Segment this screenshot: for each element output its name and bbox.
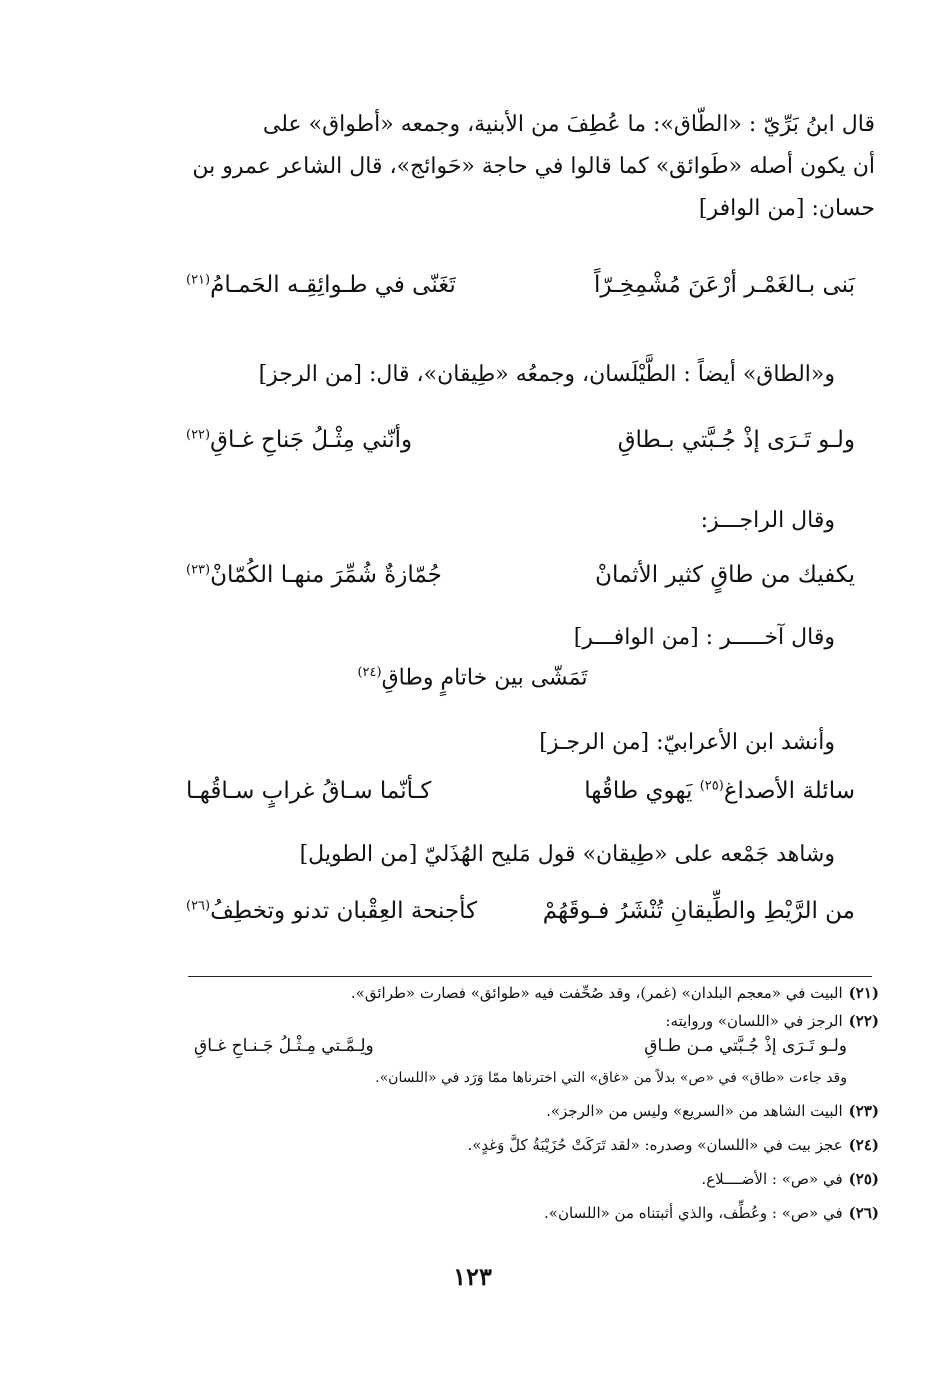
footnote-text: عجز بيت في «اللسان» وصدره: «لقد تَرَكَتْ حُزَيْبَةُ كلَّ وَغدٍ». [467, 1136, 843, 1154]
line-ibn-arabi: وأنشد ابن الأعرابيّ: [من الرجـز] [539, 730, 835, 755]
verse-text: تَمَشّى بين خاتامٍ وطاقِ [381, 665, 588, 691]
footnote-text: في «ص» : الأضــــلاع. [701, 1170, 843, 1188]
footnote-text: البيت الشاهد من «السريع» وليس من «الرجز». [546, 1102, 843, 1120]
footnote-text: في «ص» : وعُطِّف، والذي أثبتناه من «اللسان». [544, 1204, 843, 1222]
verse-text: وأنّني مِثْـلُ جَناحِ غـاقِ [210, 427, 413, 453]
footnote-ref: (٢٣) [186, 562, 211, 578]
verse-text: جُمّازةٌ شُمِّرَ منهـا الكُمّانْ [210, 562, 442, 588]
verse-second-hemistich: كـأنّما سـاقُ غرابٍ سـاقُهـا [186, 778, 432, 804]
footnote-25 [701, 1170, 879, 1188]
footnote-ref: (٢٤) [357, 665, 382, 680]
footnote-ref: (٢٢) [186, 427, 211, 443]
verse-first-hemistich: بَنى بـالغَمْـر أرْعَنَ مُشْمِخِـرّاً [594, 272, 855, 298]
verse-26 [186, 898, 855, 938]
footnote-22-verse [194, 1036, 847, 1062]
footnote-number: (٢٥) [848, 1170, 879, 1188]
verse-second-hemistich [186, 562, 442, 588]
footnote-22 [665, 1012, 879, 1030]
footnote-number: (٢٢) [848, 1012, 879, 1030]
verse-24 [0, 665, 945, 690]
verse-second-hemistich [186, 272, 456, 298]
verse-first-hemistich: ولـو تَـرَى إذْ جُـبَّتي بـطاقِ [617, 427, 855, 453]
footnote-number: (٢١) [848, 984, 879, 1002]
page-number: ١٢٣ [453, 1262, 492, 1291]
verse-text: سائلة الأصداغ [723, 778, 855, 804]
footnote-rule [188, 976, 872, 977]
verse-22 [186, 427, 855, 467]
verse-25 [186, 778, 855, 818]
verse-text: تَغَنّى في طـوائِقِـه الحَمـامُ [210, 272, 456, 298]
footnote-text: الرجز في «اللسان» وروايته: [665, 1012, 843, 1030]
verse-first-hemistich: يكفيك من طاقٍ كثير الأثمانْ [595, 562, 855, 588]
footnote-22-extra: وقد جاءت «طاق» في «ص» بدلاً من «غاق» التي اخترناها ممّا وَرَد في «اللسان». [375, 1070, 847, 1086]
verse-21 [186, 272, 855, 312]
verse-second-hemistich: ولِـمَّـتي مِـثْـلُ جَـنـاحِ غـاقِ [194, 1036, 374, 1056]
verse-text: يَهوي طاقُها [584, 778, 700, 804]
footnote-ref: (٢٦) [186, 898, 211, 914]
verse-second-hemistich [186, 898, 477, 924]
verse-text: كأجنحة العِقْبان تدنو وتخطِفُ [210, 898, 478, 924]
line-akhar: وقال آخـــــر : [من الوافـــر] [573, 625, 835, 650]
footnote-23 [546, 1102, 879, 1120]
paragraph-line: قال ابنُ بَرِّيّ : «الطّاق»: ما عُطِفَ من الأبنية، وجمعه «أطواق» على [262, 112, 875, 137]
paragraph-line: أن يكون أصله «طَوائق» كما قالوا في حاجة «حَوائج»، قال الشاعر عمرو بن [192, 154, 875, 179]
line-rajiz: وقال الراجـــز: [700, 508, 835, 533]
footnote-text: البيت في «معجم البلدان» (غمر)، وقد صُحِّفت فيه «طوائق» فصارت «طرائق». [350, 984, 843, 1002]
footnote-26 [544, 1204, 879, 1222]
footnote-ref: (٢٥) [699, 778, 724, 794]
line-tayqan: و«الطاق» أيضاً : الطَّيْلَسان، وجمعُه «طِيقان»، قال: [من الرجز] [258, 362, 835, 387]
footnote-21 [351, 984, 879, 1002]
paragraph-ibn-barri [178, 104, 875, 230]
paragraph-line: حسان: [من الوافر] [698, 196, 875, 221]
footnote-24 [467, 1136, 879, 1154]
verse-23 [186, 562, 855, 602]
footnote-number: (٢٣) [848, 1102, 879, 1120]
verse-first-hemistich [584, 778, 855, 804]
verse-first-hemistich: ولـو تَـرَى إذْ جُـبَّتي مـن طـاقِ [644, 1036, 847, 1056]
verse-first-hemistich: من الرَّيْطِ والطِّيقانِ تُنْشَرُ فـوقَهُمْ [542, 898, 855, 924]
verse-second-hemistich [186, 427, 412, 453]
line-shahid: وشاهد جَمْعه على «طِيقان» قول مَليح الهُذَليّ [من الطويل] [299, 842, 835, 867]
footnote-ref: (٢١) [186, 272, 211, 288]
footnote-number: (٢٦) [848, 1204, 879, 1222]
footnote-number: (٢٤) [848, 1136, 879, 1154]
